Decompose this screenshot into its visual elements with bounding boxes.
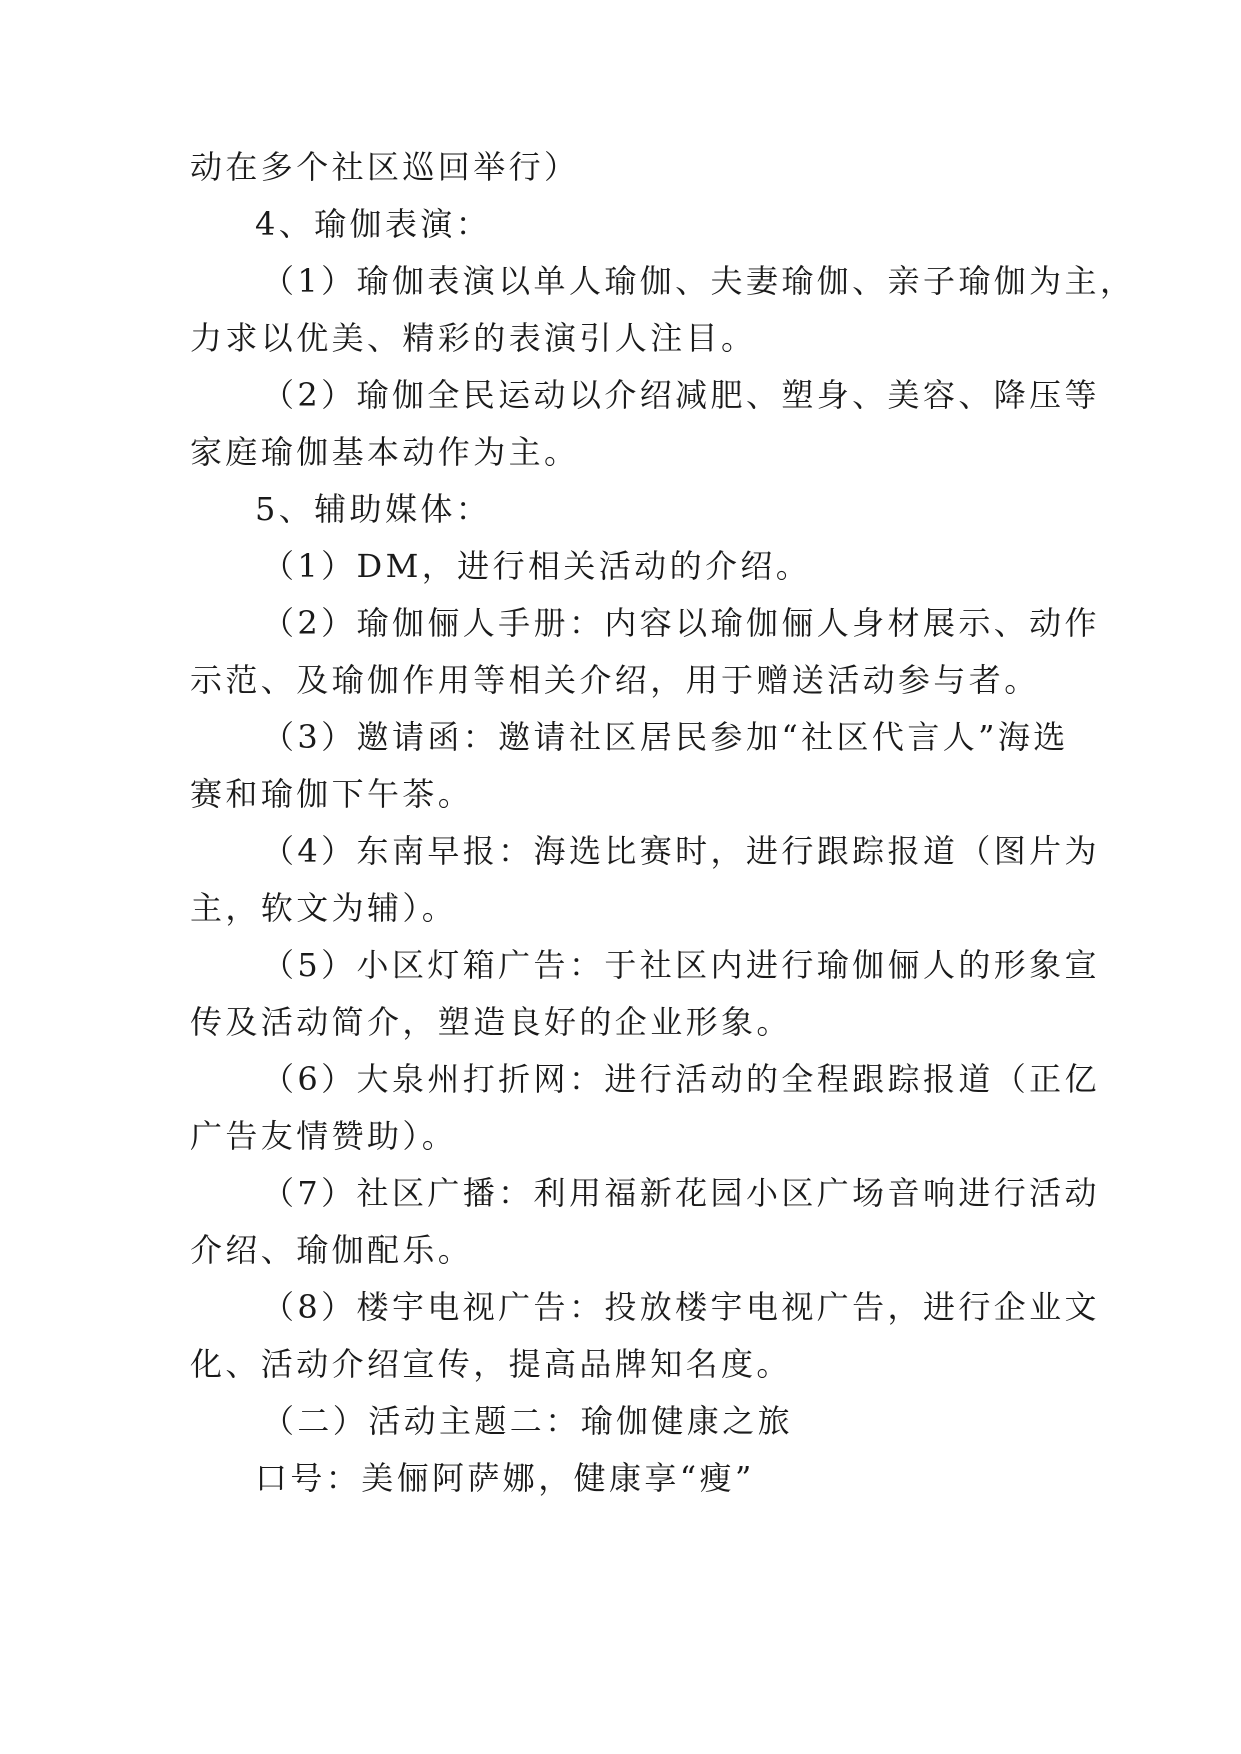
paragraph-line: 动在多个社区巡回举行） [190, 148, 580, 186]
paragraph-line: 化、活动介绍宣传，提高品牌知名度。 [190, 1345, 792, 1383]
section-heading: （二）活动主题二：瑜伽健康之旅 [262, 1402, 794, 1440]
paragraph-line: 家庭瑜伽基本动作为主。 [190, 433, 580, 471]
paragraph-line: （7）社区广播：利用福新花园小区广场音响进行活动 [262, 1174, 1100, 1212]
paragraph-line: （4）东南早报：海选比赛时，进行跟踪报道（图片为 [262, 832, 1100, 870]
paragraph-line: （3）邀请函：邀请社区居民参加“社区代言人”海选 [262, 718, 1069, 756]
paragraph-line: （2）瑜伽俪人手册：内容以瑜伽俪人身材展示、动作 [262, 604, 1100, 642]
paragraph-line: （6）大泉州打折网：进行活动的全程跟踪报道（正亿 [262, 1060, 1100, 1098]
paragraph-line: （1）瑜伽表演以单人瑜伽、夫妻瑜伽、亲子瑜伽为主， [262, 262, 1136, 300]
paragraph-line: 主，软文为辅）。 [190, 889, 458, 927]
section-heading: 5、辅助媒体： [255, 490, 492, 528]
slogan-line: 口号：美俪阿萨娜，健康享“瘦” [255, 1459, 755, 1497]
paragraph-line: 示范、及瑜伽作用等相关介绍，用于赠送活动参与者。 [190, 661, 1040, 699]
paragraph-line: 广告友情赞助）。 [190, 1117, 458, 1155]
paragraph-line: 介绍、瑜伽配乐。 [190, 1231, 474, 1269]
paragraph-line: 力求以优美、精彩的表演引人注目。 [190, 319, 757, 357]
paragraph-line: 赛和瑜伽下午茶。 [190, 775, 474, 813]
paragraph-line: （2）瑜伽全民运动以介绍减肥、塑身、美容、降压等 [262, 376, 1100, 414]
paragraph-line: （8）楼宇电视广告：投放楼宇电视广告，进行企业文 [262, 1288, 1100, 1326]
section-heading: 4、瑜伽表演： [255, 205, 492, 243]
paragraph-line: 传及活动简介，塑造良好的企业形象。 [190, 1003, 792, 1041]
paragraph-line: （5）小区灯箱广告：于社区内进行瑜伽俪人的形象宣 [262, 946, 1100, 984]
paragraph-line: （1）DM，进行相关活动的介绍。 [262, 547, 812, 585]
